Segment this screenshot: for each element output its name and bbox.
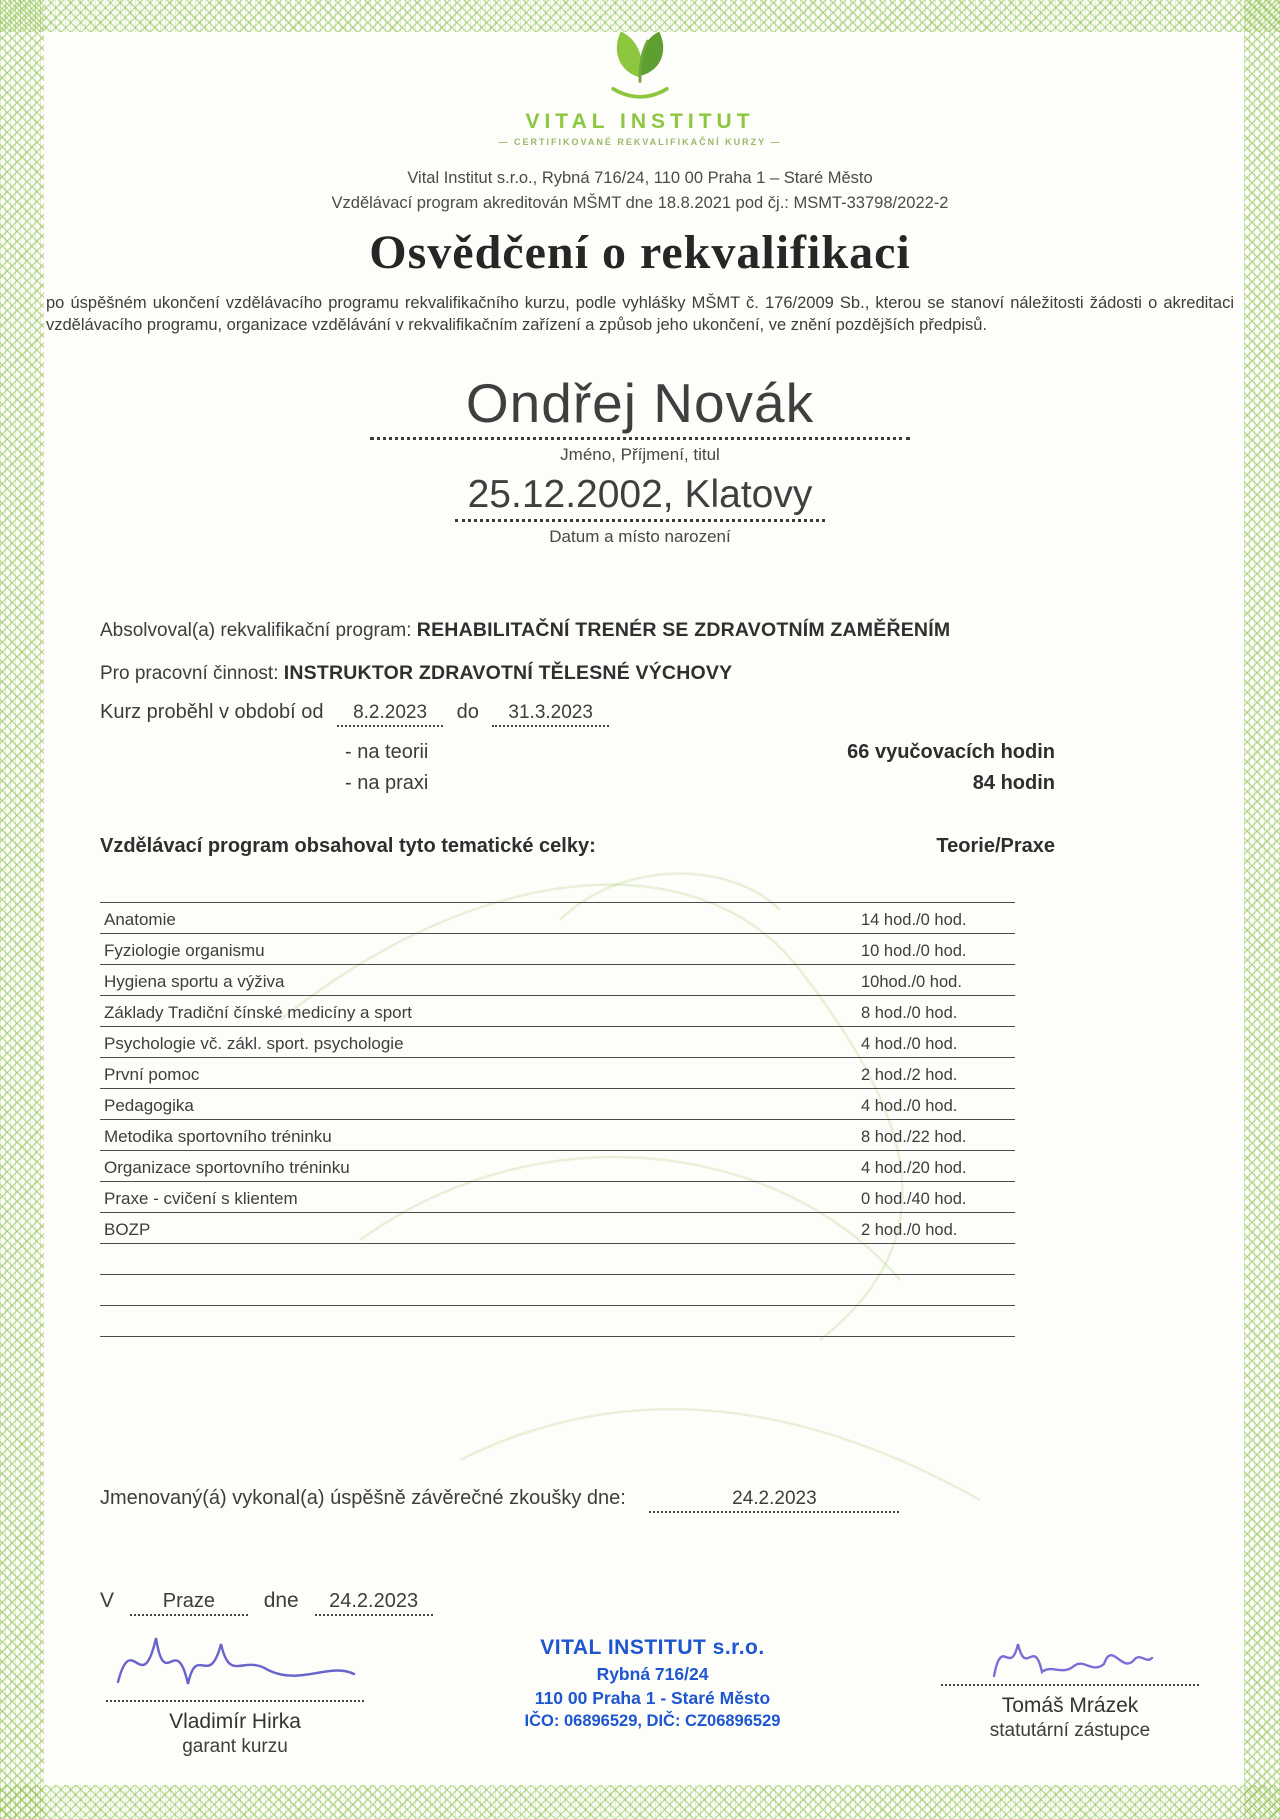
course-name: První pomoc <box>104 1064 200 1084</box>
period-to-date: 31.3.2023 <box>492 702 609 727</box>
table-row <box>100 1213 1015 1244</box>
course-hours: 14 hod./0 hod. <box>861 910 967 929</box>
issue-date: 24.2.2023 <box>315 1590 433 1616</box>
course-name: BOZP <box>104 1219 151 1239</box>
stamp-company-name: VITAL INSTITUT s.r.o. <box>540 1635 765 1659</box>
logo-tagline: — CERTIFIKOVANÉ REKVALIFIKAČNÍ KURZY — <box>498 137 782 147</box>
course-hours: 8 hod./22 hod. <box>861 1127 967 1146</box>
program-label: Absolvoval(a) rekvalifikační program: <box>100 619 417 641</box>
issue-dne-label: dne <box>263 1588 299 1612</box>
topics-heading-row <box>100 835 1055 858</box>
issue-city: Praze <box>130 1590 248 1616</box>
program-value: REHABILITAČNÍ TRENÉR SE ZDRAVOTNÍM ZAMĚŘENÍM <box>416 618 951 641</box>
signature-line-right <box>941 1684 1199 1686</box>
intro-paragraph: po úspěšném ukončení vzdělávacího programu rekvalifikačního kurzu, podle vyhlášky MŠMT č. 176/2009 Sb., kterou se stanoví náležitosti žádosti o akreditaci vzdělávacího programu, organizace vzdělávání v rekvalifikačním zařízení a způsob jeho ukončení, ve znění pozdějších předpisů. <box>46 294 1234 335</box>
course-hours: 10hod./0 hod. <box>861 972 962 991</box>
course-period-line <box>100 701 1055 727</box>
holder-birth-label: Datum a místo narození <box>549 526 731 546</box>
decorative-border-bottom <box>0 1785 1280 1819</box>
table-row <box>100 996 1015 1027</box>
course-table <box>100 902 1015 1337</box>
issue-v-label: V <box>100 1588 115 1612</box>
signer-name-right: Tomáš Mrázek <box>1001 1693 1139 1717</box>
practice-hours: 84 hodin <box>972 771 1055 794</box>
signature-block-left <box>95 1620 375 1758</box>
course-name: Pedagogika <box>104 1095 194 1115</box>
holder-birth: 25.12.2002, Klatovy <box>455 473 825 522</box>
course-name: Anatomie <box>104 909 176 929</box>
logo-wordmark: VITAL INSTITUT <box>525 110 755 133</box>
signer-role-left: garant kurzu <box>182 1735 288 1757</box>
occupation-value: INSTRUKTOR ZDRAVOTNÍ TĚLESNÉ VÝCHOVY <box>283 661 733 684</box>
course-hours: 4 hod./20 hod. <box>861 1158 967 1177</box>
course-name: Organizace sportovního tréninku <box>104 1157 350 1177</box>
course-hours: 2 hod./0 hod. <box>861 1220 958 1239</box>
course-hours: 4 hod./0 hod. <box>861 1096 958 1115</box>
stamp-ico-dic: IČO: 06896529, DIČ: CZ06896529 <box>524 1711 781 1730</box>
header-logo <box>0 22 1280 147</box>
program-line <box>100 609 1055 652</box>
company-address: Vital Institut s.r.o., Rybná 716/24, 110 00 Praha 1 – Staré Město <box>407 169 873 187</box>
stamp-street: Rybná 716/24 <box>596 1663 709 1684</box>
theory-label: - na teorii <box>345 740 429 763</box>
occupation-line <box>100 652 1055 695</box>
table-row <box>100 1120 1015 1151</box>
course-hours: 8 hod./0 hod. <box>861 1003 958 1022</box>
table-row <box>100 1151 1015 1182</box>
table-row-empty <box>100 1244 1015 1275</box>
footer <box>95 1620 1210 1758</box>
leaf-logo-icon <box>592 22 688 108</box>
table-row <box>100 1182 1015 1213</box>
period-label-from: Kurz proběhl v období od <box>100 700 324 723</box>
certificate-title: Osvědčení o rekvalifikaci <box>369 226 911 279</box>
holder-name: Ondřej Novák <box>370 371 910 440</box>
table-row <box>100 1058 1015 1089</box>
topics-heading-right: Teorie/Praxe <box>936 834 1055 857</box>
table-row <box>100 934 1015 965</box>
table-row-empty <box>100 1306 1015 1337</box>
theory-hours: 66 vyučovacích hodin <box>847 740 1055 763</box>
course-hours: 2 hod./2 hod. <box>861 1065 958 1084</box>
signature-hirka-icon <box>110 1620 360 1712</box>
issue-line <box>100 1589 1280 1616</box>
course-hours: 0 hod./40 hod. <box>861 1189 967 1208</box>
signer-name-left: Vladimír Hirka <box>169 1709 301 1733</box>
table-row <box>100 1027 1015 1058</box>
table-row <box>100 1089 1015 1120</box>
table-row-empty <box>100 1275 1015 1306</box>
course-name: Psychologie vč. zákl. sport. psychologie <box>104 1033 404 1053</box>
period-label-to: do <box>456 700 479 723</box>
signature-line-left <box>106 1700 364 1702</box>
practice-label: - na praxi <box>345 771 429 794</box>
course-name: Fyziologie organismu <box>104 940 265 960</box>
theory-row <box>100 741 1055 764</box>
accreditation-note: Vzdělávací program akreditován MŠMT dne 18.8.2021 pod čj.: MSMT-33798/2022-2 <box>331 194 949 212</box>
course-name: Hygiena sportu a výživa <box>104 971 285 991</box>
occupation-label: Pro pracovní činnost: <box>100 662 284 684</box>
company-stamp <box>483 1636 823 1731</box>
exam-date: 24.2.2023 <box>649 1488 899 1513</box>
table-row <box>100 965 1015 996</box>
stamp-city: 110 00 Praha 1 - Staré Město <box>534 1687 771 1708</box>
course-hours: 4 hod./0 hod. <box>861 1034 958 1053</box>
course-name: Metodika sportovního tréninku <box>104 1126 332 1146</box>
table-row <box>100 903 1015 934</box>
period-from-date: 8.2.2023 <box>337 702 443 727</box>
signature-block-right <box>930 1620 1210 1742</box>
topics-heading: Vzdělávací program obsahoval tyto tematické celky: <box>100 834 596 857</box>
course-name: Praxe - cvičení s klientem <box>104 1188 298 1208</box>
course-name: Základy Tradiční čínské medicíny a sport <box>104 1002 413 1022</box>
holder-name-label: Jméno, Příjmení, titul <box>560 444 720 464</box>
exam-line <box>100 1487 1055 1513</box>
exam-label: Jmenovaný(á) vykonal(a) úspěšně závěrečné zkoušky dne: <box>100 1486 626 1509</box>
course-hours: 10 hod./0 hod. <box>861 941 967 960</box>
practice-row <box>100 772 1055 795</box>
signer-role-right: statutární zástupce <box>989 1719 1151 1741</box>
